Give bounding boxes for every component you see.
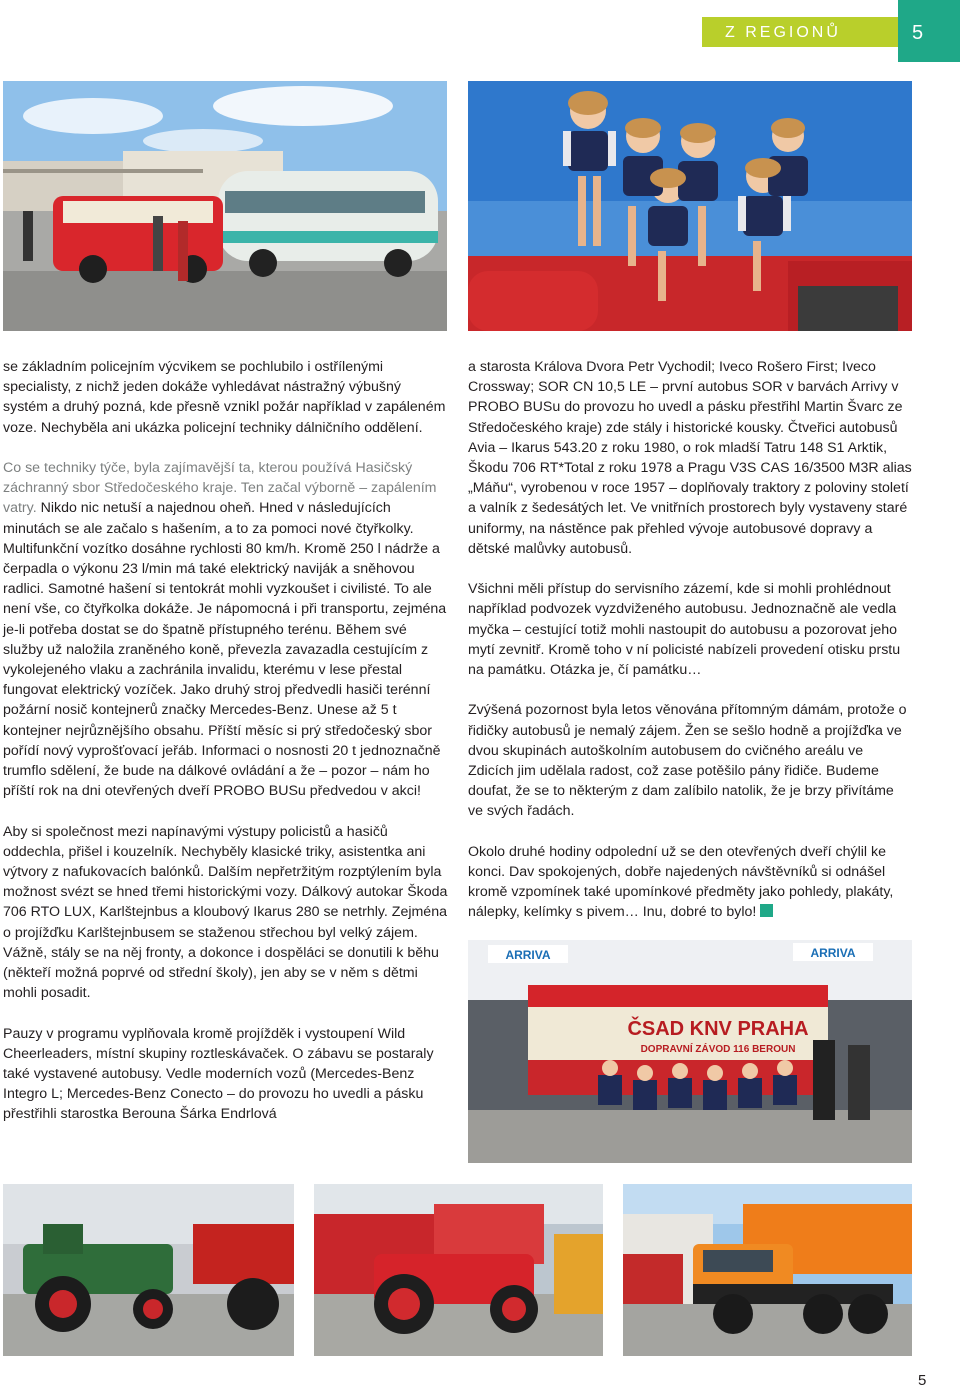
left-paragraph bbox=[3, 357, 448, 438]
bus-sign-title: ČSAD KNV PRAHA bbox=[627, 1018, 809, 1040]
right-text: Okolo druhé hodiny odpolední už se den otevřených dveří chýlil ke konci. Dav spokojených, dobře najedených návštěvníků si odnášel kromě vzpomínek také upomínkové předměty jako pohledy, plakáty, nálepky, kelímky s pivem… Inu, dobré to bylo! bbox=[468, 843, 894, 921]
left-text: Pauzy v programu vyplňovala kromě projížděk i vystoupení Wild Cheerleaders, místní skupiny roztleskávaček. O zábavu se postaraly také vystavené autobusy. Vedle moderních vozů (Mercedes-Benz Integro L; Mercedes-Benz Conecto – do provozu ho uvedli a pásku přestřihli starostka Berouna Šárka Endrlová bbox=[3, 1025, 434, 1123]
article-right-column bbox=[468, 357, 912, 943]
left-paragraph bbox=[3, 822, 448, 1004]
photo-buses-and-firetruck bbox=[3, 81, 447, 331]
left-text: Aby si společnost mezi napínavými výstupy policistů a hasičů oddechla, přišel i kouzelník. Nechyběly klasické triky, asistentka ani výtvory z nafukovacích balónků. Dalším nepřetržitým rozptýlením byla možnost svézt se hned třemi historickými vozy. Dálkový autokar Škoda 706 RTO LUX, Karlštejnbus a kloubový Ikarus 280 se netrhly. Zejména o projížďku Karlštejnbusem se staženou střechou byl velký zájem. Vážně, stály se na něj fronty, a dokonce i dospěláci se donutili k běhu (někteří možná poprvé od střední školy), jen aby se v něm s dětmi mohli posadit. bbox=[3, 823, 448, 1002]
left-text: se základním policejním výcvikem se pochlubilo i ostřílenými specialisty, z nichž jeden dokáže vyhledávat nástražný výbušný systém a druhý pozná, kde přesně vznikl požár například v zapáleném voze. Nechyběla ani ukázka policejní techniky dálničního oddělení. bbox=[3, 359, 446, 436]
photo-cheerleaders-on-firetruck bbox=[468, 81, 912, 331]
right-text: Zvýšená pozornost byla letos věnována přítomným dámám, protože o řidičky autobusů je nemalý zájem. Žen se sešlo hodně a projížďka ve dvou skupinách autoškolním autobusem do cvičného areálu ve Zdicích jim udělala radost, což zase potěšilo pány řidiče. Budeme doufat, že se to některým z dam zalíbilo natolik, že je brzy přivítáme ve svých řadách. bbox=[468, 702, 907, 820]
header-page-number: 5 bbox=[912, 22, 924, 44]
left-paragraph bbox=[3, 1024, 448, 1125]
section-title: Z REGIONŮ bbox=[725, 24, 841, 41]
photo-orange-tatra-truck bbox=[623, 1184, 912, 1356]
right-paragraph bbox=[468, 842, 912, 923]
left-text: Nikdo nic netuší a najednou oheň. Hned v následujících minutách se ale začalo s hašením, a to za pomoci nové čtyřkolky. Multifunkční vozítko dosáhne rychlosti 80 km/h. Kromě 250 l nádrže a čerpadla o výkonu 23 l/min má také elektrický naviják a sněhovou radlici. Samotné hašení si tentokrát mohli vyzkoušet i civilisté. To ale není vše, co čtyřkolka dokáže. Je nápomocná i při transportu, zejména je-li potřeba dostat se do špatně přístupného terénu. Během své služby už naložila zraněného koně, převezla zavazadla cestujícím z vykolejeného vlaku a zachránila invalidu, kterému v lese přestal fungovat elektrický vozíček. Jako druhý stroj předvedli hasiči terénní požární nosič kontejnerů značky Mercedes-Benz. Unese až 5 t kontejner nejrůznějšího obsahu. Příští měsíc si prý středočeský sbor pořídí nový vyprošťovací jeřáb. Informaci o nosnosti 20 t jednoznačně trumflo sdělení, že bude na dálkové ovládání a že – pozor – nám ho příští rok na dni otevřených dveří PROBO BUSu předvedou v akci! bbox=[3, 500, 447, 800]
photo-red-truck-and-tractor bbox=[314, 1184, 603, 1356]
right-paragraph bbox=[468, 700, 912, 821]
footer-page-number: 5 bbox=[918, 1372, 927, 1389]
bus-sign-subtitle: DOPRAVNÍ ZÁVOD 116 BEROUN bbox=[640, 1044, 796, 1055]
right-text: Všichni měli přístup do servisního zázemí, kde si mohli prohlédnout například podvozek vyzdviženého autobusu. Jednoznačně ale vedla myčka – cestující totiž mohli nastoupit do autobusu a pozorovat jeho mytí zevnitř. Kromě toho v ní policisté nabízeli provedení otisku prstu na památku. Otázka je, čí památku… bbox=[468, 581, 901, 679]
arriva-sign-right: ARRIVA bbox=[810, 946, 856, 960]
photo-cheerleaders-with-csad-bus bbox=[468, 940, 912, 1163]
article-end-mark bbox=[760, 904, 773, 917]
right-text: a starosta Králova Dvora Petr Vychodil; Iveco Rošero First; Iveco Crossway; SOR CN 10,5 LE – první autobus SOR v barvách Arrivy v PROBO BUSu do provozu ho uvedl a pásku přestřihl Martin Švarc ze Středočeského kraje) zde stály i historické kousky. Čtveřici autobusů Avia – Ikarus 543.20 z roku 1980, o rok mladší Tatru 148 S1 Arktik, Škodu 706 RT*Total z roku 1978 a Pragu V3S CAS 16/3500 M3R alias „Máňu“, vyrobenou v roce 1957 – doplňovaly traktory z poloviny století a valník z šedesátých let. Ve vnitřních prostorech byly vystaveny staré uniformy, na nástěnce pak přehled vývoje autobusové dopravy a dětské malůvky autobusů. bbox=[468, 359, 912, 557]
left-paragraph bbox=[3, 458, 448, 801]
article-left-column bbox=[3, 357, 448, 1145]
right-paragraph bbox=[468, 579, 912, 680]
arriva-sign-left: ARRIVA bbox=[505, 948, 551, 962]
photo-tractors bbox=[3, 1184, 294, 1356]
page-number-box bbox=[898, 0, 960, 62]
left-text-highlight: Co se techniky týče, byla zajímavější ta, kterou používá Hasičský záchranný sbor Středočeského kraje. Ten začal výborně – zapálením vatry. bbox=[3, 460, 437, 517]
right-paragraph bbox=[468, 357, 912, 559]
